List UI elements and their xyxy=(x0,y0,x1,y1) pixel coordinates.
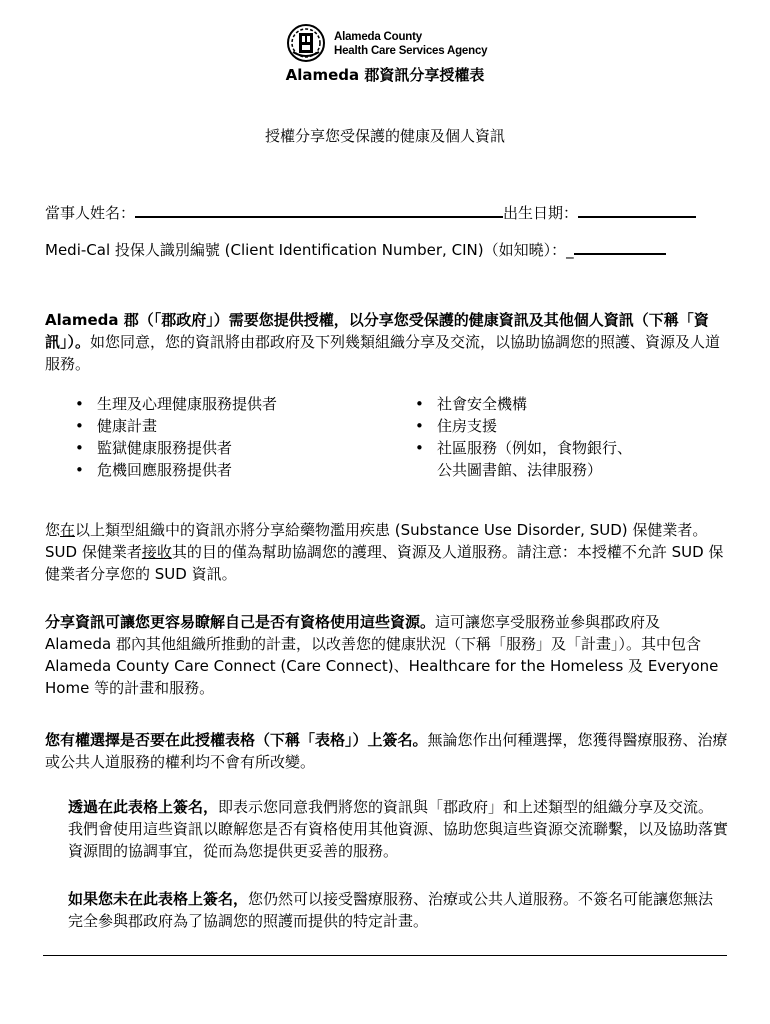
benefits-text: 這可讓您享受服務並參與郡政府及 Alameda 郡內其他組織所推動的計畫，以改善您的健康狀況（下稱「服務」及「計畫」）。其中包含 Alameda County Care Connect (Care Connect)、Healthcare for the Homeless 及 Everyone Home 等的計畫和服務。 xyxy=(45,613,719,697)
sud-text-1: 您 xyxy=(45,521,61,539)
sign-text: 即表示您同意我們將您的資訊與「郡政府」和上述類型的組織分享及交流。我們會使用這些資訊以瞭解您是否有資格使用其他資源、協助您與這些資源交流聯繫，以及協助落實資源間的協調事宜，從而為您提供更妥善的服務。 xyxy=(68,798,729,860)
list-item: • 社會安全機構 xyxy=(415,393,632,415)
list-item: • 危機回應服務提供者 xyxy=(75,459,277,481)
list-item: • 監獄健康服務提供者 xyxy=(75,437,277,459)
name-field[interactable] xyxy=(135,201,503,218)
cin-label: Medi-Cal 投保人識別編號 (Client Identification Number, CIN)（如知曉）： xyxy=(45,241,567,259)
county-seal-icon xyxy=(285,22,327,64)
sud-text-2: 以上類型組織中的資訊亦將分享給藥物濫用疾患 (Substance Use Disorder, SUD) 保健業者。SUD 保健業者 xyxy=(45,521,708,561)
nosign-bold: 如果您未在此表格上簽名， xyxy=(68,890,249,908)
intro-text: 如您同意，您的資訊將由郡政府及下列幾類組織分享及交流，以協助協調您的照護、資源及人道服務。 xyxy=(45,333,721,373)
list-item: • 健康計畫 xyxy=(75,415,277,437)
cin-field[interactable] xyxy=(574,238,666,255)
sign-bold: 透過在此表格上簽名， xyxy=(68,798,219,816)
cin-row xyxy=(45,238,666,260)
form-subtitle: 授權分享您受保護的健康及個人資訊 xyxy=(264,127,505,145)
list-item: • 生理及心理健康服務提供者 xyxy=(75,393,277,415)
list-item: • 社區服務（例如，食物銀行、 xyxy=(415,437,632,459)
agency-line-2: Health Care Services Agency xyxy=(334,45,488,57)
sud-underline-1: 在 xyxy=(60,521,76,539)
agency-name xyxy=(334,30,487,58)
sud-underline-2: 接收 xyxy=(141,543,172,561)
choice-bold: 您有權選擇是否要在此授權表格（下稱「表格」）上簽名。 xyxy=(45,731,428,749)
sign-paragraph xyxy=(68,796,728,862)
cin-blank-mark: _ xyxy=(566,241,574,259)
name-dob-row xyxy=(45,201,696,223)
sud-text-3: 其的目的僅為幫助協調您的護理、資源及人道服務。請注意：本授權不允許 SUD 保健業者分享您的 SUD 資訊。 xyxy=(45,543,724,583)
list-item-continuation: 公共圖書館、法律服務） xyxy=(437,461,603,479)
agency-line-1: Alameda County xyxy=(334,31,422,43)
list-item: • 住房支援 xyxy=(415,415,632,437)
form-title: Alameda 郡資訊分享授權表 xyxy=(285,66,485,84)
org-list-right xyxy=(415,393,632,481)
benefits-bold: 分享資訊可讓您更容易瞭解自己是否有資格使用這些資源。 xyxy=(45,613,436,631)
sud-paragraph xyxy=(45,519,728,585)
intro-bold: Alameda 郡（「郡政府」）需要您提供授權，以分享您受保護的健康資訊及其他個人資訊（下稱「資訊」）。 xyxy=(45,311,709,351)
name-label: 當事人姓名： xyxy=(45,204,136,222)
nosign-paragraph xyxy=(68,888,728,932)
intro-paragraph xyxy=(45,309,728,375)
choice-text: 無論您作出何種選擇，您獲得醫療服務、治療或公共人道服務的權利均不會有所改變。 xyxy=(45,731,728,771)
nosign-text: 您仍然可以接受醫療服務、治療或公共人道服務。不簽名可能讓您無法完全參與郡政府為了協調您的照護而提供的特定計畫。 xyxy=(68,890,714,930)
dob-label: 出生日期： xyxy=(503,204,579,222)
benefits-paragraph xyxy=(45,611,728,699)
dob-field[interactable] xyxy=(578,201,696,218)
choice-paragraph xyxy=(45,729,728,773)
org-list-left xyxy=(75,393,277,481)
divider xyxy=(43,955,727,956)
